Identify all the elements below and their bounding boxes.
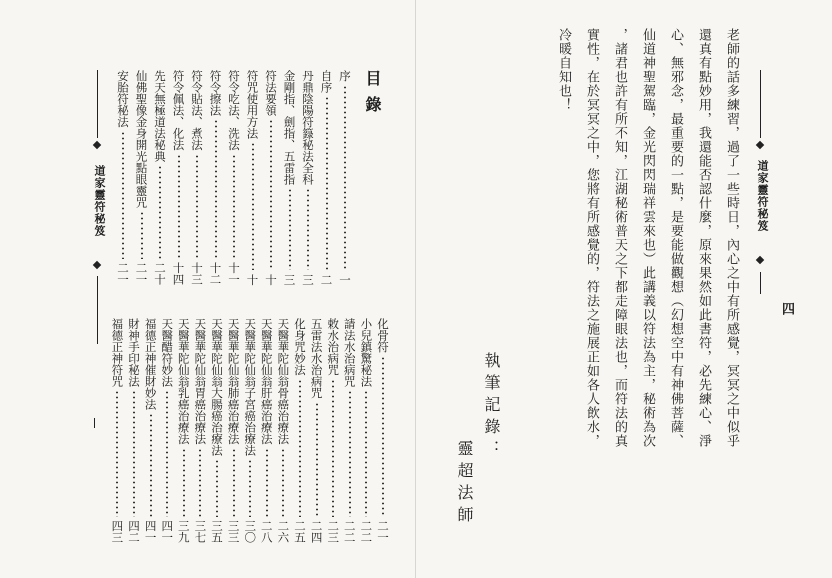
toc-entry-page: 四一 xyxy=(160,520,175,543)
toc-entry xyxy=(243,318,257,543)
toc-entry-page: 三九 xyxy=(176,520,191,543)
toc-entry-title: 天醫華陀仙翁胃癌治療法 xyxy=(193,318,208,445)
header-diamond-bottom xyxy=(93,261,101,269)
toc-entry-page: 二十 xyxy=(153,262,167,285)
toc-leader-dots xyxy=(196,154,198,259)
toc-leader-dots xyxy=(365,390,367,517)
toc-entry-title: 金剛指、劍指、五雷指 xyxy=(282,70,297,185)
toc-entry-page: 二二 xyxy=(359,520,374,543)
preface-line-1: 老師的話多練習，過了一些時日，內心之中有所感覺，冥冥之中似乎 xyxy=(724,28,739,448)
toc-entry-title: 五雷法水治病咒 xyxy=(309,318,324,399)
toc-entry-title: 天醫華陀仙翁肝癌治療法 xyxy=(259,318,274,445)
toc-entry-title: 敕水治病咒 xyxy=(326,318,341,376)
toc-entry-page: 三七 xyxy=(193,520,208,543)
toc-entry-page: 十一 xyxy=(227,262,241,285)
toc-entry xyxy=(177,318,191,543)
toc-entry xyxy=(338,70,352,285)
toc-entry-page: 三〇 xyxy=(243,520,258,543)
header-rule-bottom xyxy=(97,276,98,344)
toc-entry-title: 自序 xyxy=(319,70,334,93)
toc-entry xyxy=(376,318,390,543)
toc-entry-title: 天醫華陀仙翁骨癌治療法 xyxy=(276,318,291,445)
toc-leader-dots xyxy=(289,188,291,270)
toc-entry-title: 天醫華陀仙翁子宮癌治療法 xyxy=(243,318,258,456)
toc-entry xyxy=(116,70,130,285)
header-rule-top-right xyxy=(760,70,761,138)
toc-entry-page: 十二 xyxy=(208,262,223,285)
toc-entry-page: 二一 xyxy=(116,262,130,285)
toc-leader-dots xyxy=(166,390,168,517)
toc-entry-title: 安胎符秘法 xyxy=(116,70,130,128)
toc-entry xyxy=(227,318,241,543)
toc-entry-title: 化身咒妙法 xyxy=(293,318,307,376)
toc-entry-page: 二三 xyxy=(326,520,341,543)
toc-entry-title: 福德正神催財妙法 xyxy=(143,318,158,410)
toc-entry-title: 丹鼎陰陽符籙秘法全科 xyxy=(301,70,315,185)
toc-entry-title: 符令吃法、洗法 xyxy=(227,70,241,151)
header-diamond-top xyxy=(93,141,101,149)
toc-leader-dots xyxy=(382,356,384,517)
toc-entry-title: 請法水治病咒 xyxy=(342,318,357,387)
toc-entry-page: 四二 xyxy=(127,520,141,543)
toc-entry xyxy=(301,70,315,285)
toc-entry xyxy=(264,70,278,285)
toc-entry xyxy=(144,318,158,543)
toc-entry xyxy=(320,70,334,285)
toc-entry-title: 先天無極道法秘典 xyxy=(153,70,167,162)
toc-leader-dots xyxy=(122,131,124,259)
header-rule-bottom-right xyxy=(760,272,761,294)
toc-entry-page: 二二 xyxy=(342,520,357,543)
toc-leader-dots xyxy=(270,119,272,270)
toc-entry-title: 符令佩法、化法 xyxy=(171,70,186,151)
running-header-left: 道家靈符秘笈 xyxy=(93,165,106,237)
header-diamond-bottom-right xyxy=(756,256,764,264)
toc-leader-dots xyxy=(150,413,152,517)
toc-leader-dots xyxy=(133,390,135,517)
toc-entry xyxy=(283,70,297,285)
toc-leader-dots xyxy=(249,459,251,517)
toc-leader-dots xyxy=(332,379,334,517)
toc-entry-title: 福德正神符咒 xyxy=(110,318,125,387)
toc-leader-dots xyxy=(326,96,328,270)
toc-entry-page: 二一 xyxy=(134,262,149,285)
toc-entry-page: 二八 xyxy=(259,520,274,543)
toc-leader-dots xyxy=(159,165,161,259)
toc-leader-dots xyxy=(216,459,218,517)
toc-entry-page: 十四 xyxy=(171,262,186,285)
toc-entry xyxy=(172,70,186,285)
margin-tick xyxy=(94,418,95,428)
toc-leader-dots xyxy=(178,154,180,259)
toc-entry xyxy=(193,318,207,543)
toc-entry-page: 十 xyxy=(245,273,260,285)
toc-entry-title: 小兒鎮驚秘法 xyxy=(359,318,374,387)
toc-leader-dots xyxy=(233,154,235,259)
toc-title: 目錄 xyxy=(363,70,382,122)
toc-entry-page: 二一 xyxy=(376,520,390,543)
toc-entry-page: 一 xyxy=(338,273,352,285)
toc-entry xyxy=(310,318,324,543)
toc-entry-page: 二 xyxy=(319,273,334,285)
preface-line-3: 心、無邪念，最重要的一點，是要能做觀想（幻想空中有神佛菩薩、 xyxy=(668,28,683,448)
toc-entry xyxy=(190,70,204,285)
toc-entry-title: 化骨符 xyxy=(376,318,390,353)
toc-leader-dots xyxy=(299,379,301,517)
toc-entry-title: 序 xyxy=(338,70,352,82)
toc-entry-page: 三 xyxy=(301,273,315,285)
scribe-name: 靈超法師 xyxy=(455,440,474,528)
toc-leader-dots xyxy=(116,390,118,517)
toc-leader-dots xyxy=(183,448,185,517)
toc-entry xyxy=(343,318,357,543)
toc-entry xyxy=(210,318,224,543)
toc-entry-page: 三 xyxy=(282,273,297,285)
toc-leader-dots xyxy=(316,402,318,517)
preface-page xyxy=(416,0,832,578)
toc-entry xyxy=(276,318,290,543)
toc-entry xyxy=(359,318,373,543)
scribe-label: 執筆記錄： xyxy=(482,352,501,462)
toc-entry-page: 二四 xyxy=(309,520,324,543)
toc-entry-page: 十 xyxy=(264,273,278,285)
toc-leader-dots xyxy=(215,119,217,259)
toc-entry-title: 天醫華陀仙翁乳癌治療法 xyxy=(176,318,191,445)
header-rule-top xyxy=(97,70,98,138)
toc-entry xyxy=(246,70,260,285)
toc-leader-dots xyxy=(349,390,351,517)
toc-leader-dots xyxy=(252,142,254,270)
toc-entry-title: 符咒使用方法 xyxy=(245,70,260,139)
toc-entry-title: 符令擦法 xyxy=(208,70,223,116)
toc-entry xyxy=(127,318,141,543)
toc-entry-title: 仙佛聖像金身開光點眼靈咒 xyxy=(134,70,149,208)
toc-entry-page: 二六 xyxy=(276,520,291,543)
toc-entry-title: 天醫華陀仙翁大腸癌治療法 xyxy=(210,318,224,456)
toc-entry xyxy=(260,318,274,543)
toc-entry-title: 符法要領 xyxy=(264,70,278,116)
toc-entry xyxy=(160,318,174,543)
toc-leader-dots xyxy=(282,448,284,517)
preface-line-7: 冷暖自知也！ xyxy=(556,28,571,112)
toc-entry-title: 天醫華陀仙翁肺癌治療法 xyxy=(226,318,241,445)
toc-entry xyxy=(209,70,223,285)
toc-entry-page: 三五 xyxy=(210,520,224,543)
toc-entry-title: 財神手印秘法 xyxy=(127,318,141,387)
toc-entry-page: 三三 xyxy=(226,520,241,543)
toc-entry xyxy=(135,70,149,285)
preface-line-6: 實性，在於冥冥之中，您將有所感覺的，符法之施展正如各人飲水， xyxy=(584,28,599,448)
toc-leader-dots xyxy=(233,448,235,517)
preface-line-4: 仙道神聖駕臨，金光閃閃瑞祥雲來也）此講義以符法為主，秘術為次 xyxy=(640,28,655,448)
toc-entry xyxy=(293,318,307,543)
toc-entry-page: 四一 xyxy=(143,520,158,543)
toc-entry xyxy=(326,318,340,543)
toc-entry xyxy=(153,70,167,285)
toc-entry xyxy=(227,70,241,285)
toc-leader-dots xyxy=(199,448,201,517)
running-header-right: 道家靈符秘笈 xyxy=(756,160,769,232)
preface-line-5: ，諸君也許有所不知，江湖秘術普天之下都走障眼法也，而符法的真 xyxy=(612,28,627,448)
page-number: 四 xyxy=(779,302,794,315)
toc-entry-page: 四三 xyxy=(110,520,125,543)
toc-leader-dots xyxy=(141,211,143,259)
toc-leader-dots xyxy=(266,448,268,517)
header-diamond-top-right xyxy=(756,141,764,149)
toc-entry-page: 二五 xyxy=(293,520,307,543)
preface-line-2: 還真有點妙用，我還能否認什麼，原來果然如此書符，必先練心、淨 xyxy=(696,28,711,448)
toc-leader-dots xyxy=(344,85,346,270)
toc-leader-dots xyxy=(307,188,309,270)
toc-entry-title: 天醫醋符妙法 xyxy=(160,318,175,387)
toc-entry-page: 十三 xyxy=(190,262,204,285)
toc-entry xyxy=(110,318,124,543)
toc-entry-title: 符令貼法、煮法 xyxy=(190,70,204,151)
